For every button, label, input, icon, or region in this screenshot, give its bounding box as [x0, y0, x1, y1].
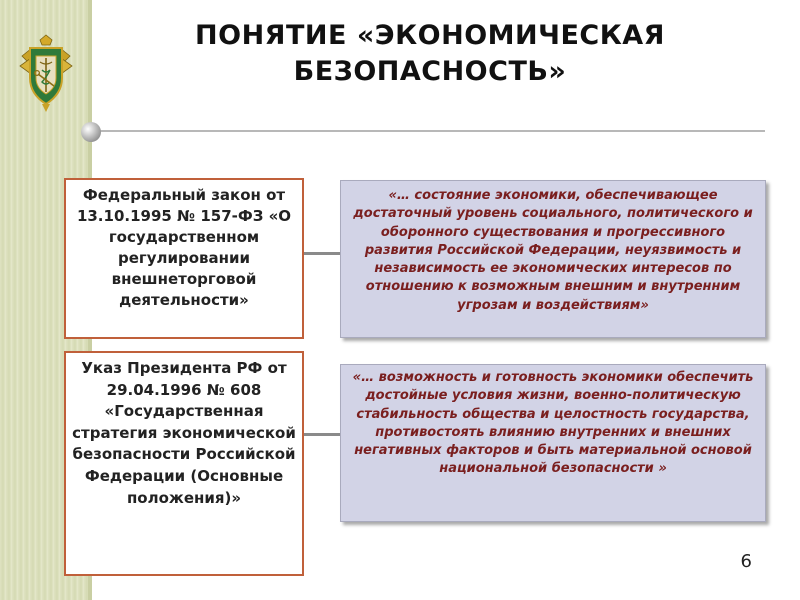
customs-emblem-icon [18, 34, 74, 114]
page-number: 6 [740, 551, 752, 572]
definition-box-law: «… состояние экономики, обеспечивающее достаточный уровень социального, политического и оборонного существования и прогрессивного развития Российской Федерации, неуязвимость и независимость ее экономических интересов по отношению к возможным внешним и внутренним угрозам и воздействиям» [340, 180, 766, 338]
decorative-ball-icon [81, 122, 101, 142]
source-box-federal-law: Федеральный закон от 13.10.1995 № 157-ФЗ «О государственном регулировании внешнеторговой деятельности» [64, 178, 304, 339]
source-box-presidential-decree: Указ Президента РФ от 29.04.1996 № 608 «Государственная стратегия экономической безопасности Российской Федерации (Основные положения)» [64, 351, 304, 576]
connector-line [304, 433, 340, 436]
definition-box-decree: «… возможность и готовность экономики обеспечить достойные условия жизни, военно-политическую стабильность общества и целостность государства, противостоять влиянию внутренних и внешних негативных факторов и быть материальной основой национальной безопасности » [340, 364, 766, 522]
title-divider [95, 130, 765, 132]
slide-title: ПОНЯТИЕ «ЭКОНОМИЧЕСКАЯ БЕЗОПАСНОСТЬ» [195, 20, 665, 87]
connector-line [304, 252, 340, 255]
